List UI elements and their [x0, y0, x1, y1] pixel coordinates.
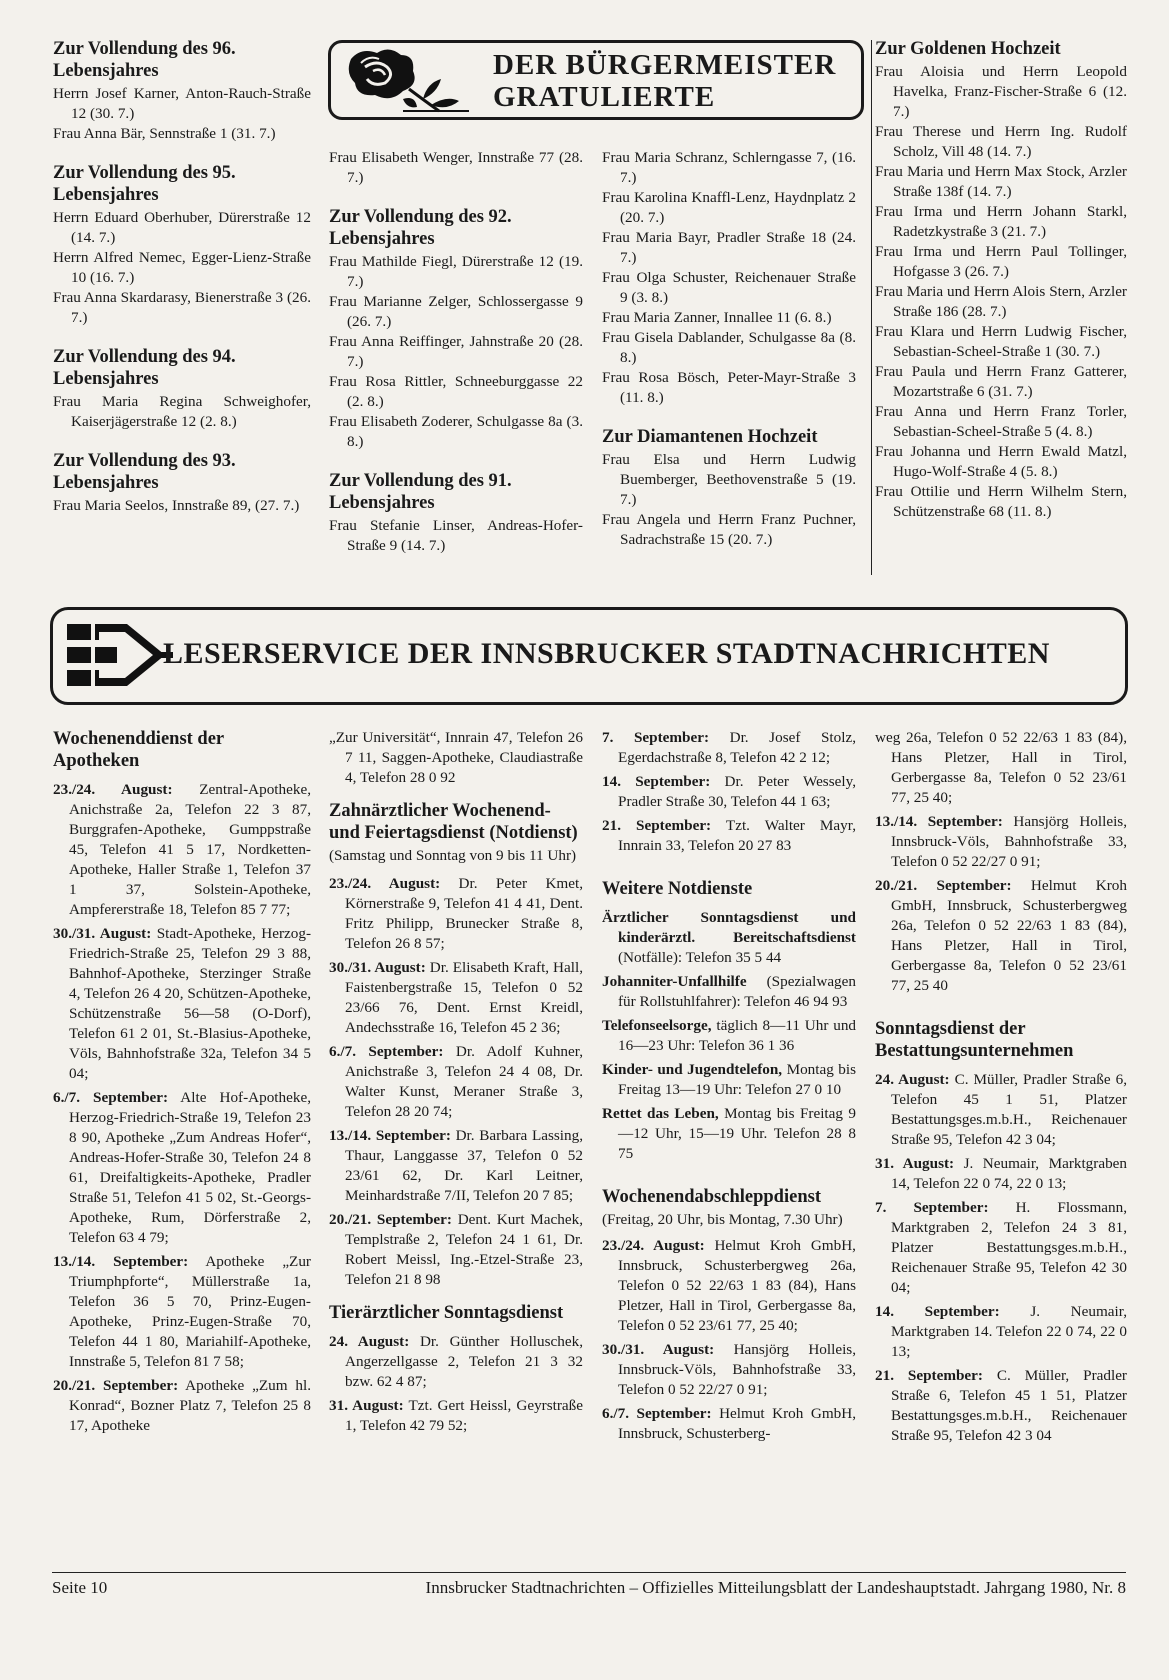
list-item: Frau Maria Zanner, Innallee 11 (6. 8.) [602, 309, 832, 326]
bottom-col-3 [602, 728, 856, 1448]
entry-text: C. Müller, Pradler Straße 6, Telefon 45 1 51, Platzer Bestattungsges.m.b.H., Reichenauer Straße 95, Telefon 42 3 04; [891, 1071, 1127, 1148]
list-item: Frau Johanna und Herrn Ewald Matzl, Hugo-Wolf-Straße 4 (5. 8.) [875, 443, 1127, 480]
list-item: Frau Maria Seelos, Innstraße 89, (27. 7.) [53, 497, 300, 514]
entry-text: täglich 8—11 Uhr und 16—23 Uhr: Telefon 36 1 36 [618, 1017, 857, 1054]
entry-text: Dr. Josef Stolz, Egerdachstraße 8, Telefon 42 2 12; [618, 729, 856, 766]
entry-text: Tzt. Gert Heissl, Geyrstraße 1, Telefon 42 79 52; [345, 1397, 583, 1434]
list-item [602, 1016, 856, 1056]
entry-date: 13./14. September: [875, 813, 1003, 830]
entry-text: Helmut Kroh GmbH, Innsbruck, Schusterberg- [618, 1405, 856, 1442]
list-item: Frau Aloisia und Herrn Leopold Havelka, Franz-Fischer-Straße 6 (12. 7.) [875, 63, 1127, 120]
list-item: Frau Ottilie und Herrn Wilhelm Stern, Schützenstraße 68 (11. 8.) [875, 483, 1127, 520]
entry-text: Dr. Peter Wessely, Pradler Straße 30, Telefon 44 1 63; [618, 773, 856, 810]
entry-date: 20./21. September: [875, 877, 1012, 894]
entry-date: Kinder- und Jugendtelefon, [602, 1061, 783, 1078]
entry-date: 7. September: [875, 1199, 989, 1216]
section-heading: Zahnärztlicher Wochenend- und Feiertagsdienst (Notdienst) [329, 801, 578, 843]
section-93 [53, 450, 311, 516]
entry-date: 24. August: [875, 1071, 950, 1088]
entry-date: Johanniter-Unfallhilfe [602, 973, 747, 990]
list-item [602, 1404, 856, 1444]
bottom-col-2 [329, 728, 583, 1440]
entry-date: Ärztlicher Sonntagsdienst und kinderärztl. Bereitschaftsdienst [602, 909, 856, 946]
section-note: (Freitag, 20 Uhr, bis Montag, 7.30 Uhr) [602, 1211, 843, 1228]
entry-text: Dr. Elisabeth Kraft, Hall, Faistenbergstraße 15, Telefon 0 52 23/66 76, Dent. Ernst Kreidl, Andechsstraße 16, Telefon 45 2 36; [345, 959, 583, 1036]
entry-date: 21. September: [602, 817, 712, 834]
entry-text: weg 26a, Telefon 0 52 22/63 1 83 (84), Hans Pletzer, Hall in Tirol, Gerbergasse 8a, Telefon 0 52 23/61 77, 25 40; [875, 729, 1127, 806]
list-item [602, 1060, 856, 1100]
list-item [329, 1210, 583, 1290]
entry-date: 14. September: [602, 773, 711, 790]
list-item [329, 1396, 583, 1436]
list-item [53, 1252, 311, 1372]
top-col-4 [875, 38, 1127, 522]
list-item: Frau Anna Bär, Sennstraße 1 (31. 7.) [53, 125, 276, 142]
list-item: Frau Irma und Herrn Johann Starkl, Radetzkystraße 3 (21. 7.) [875, 203, 1127, 240]
list-item: Frau Karolina Knaffl-Lenz, Haydnplatz 2 (20. 7.) [602, 189, 856, 226]
entry-text: J. Neumair, Marktgraben 14. Telefon 22 0 74, 22 0 13; [891, 1303, 1128, 1360]
list-item [875, 1070, 1127, 1150]
list-item: Frau Stefanie Linser, Andreas-Hofer-Straße 9 (14. 7.) [329, 517, 583, 554]
list-item: Frau Elisabeth Wenger, Innstraße 77 (28. 7.) [329, 149, 583, 186]
list-item: Frau Maria Bayr, Pradler Straße 18 (24. 7.) [602, 229, 856, 266]
list-item: Frau Anna Reiffinger, Jahnstraße 20 (28. 7.) [329, 333, 583, 370]
section-heading: Zur Goldenen Hochzeit [875, 39, 1061, 59]
list-item [875, 1366, 1127, 1446]
entry-date: 30./31. August: [53, 925, 152, 942]
section-95 [53, 162, 311, 328]
top-col-2 [329, 148, 583, 556]
section-heading: Zur Vollendung des 92. Lebensjahres [329, 207, 512, 249]
entry-text: Apotheke „Zur Triumphpforte“, Müllerstraße 1a, Telefon 36 5 70, Prinz-Eugen-Apotheke, Prinz-Eugen-Straße 70, Telefon 44 1 80, Mariahilf-Apotheke, Innstraße 5, Telefon 81 7 58; [69, 1253, 311, 1370]
entry-text: Dr. Günther Holluschek, Angerzellgasse 2, Telefon 21 3 32 bzw. 62 4 87; [345, 1333, 583, 1390]
section-heading: Wochenendabschleppdienst [602, 1187, 821, 1207]
list-item [875, 728, 1127, 808]
list-item: Frau Elisabeth Zoderer, Schulgasse 8a (3. 8.) [329, 413, 583, 450]
list-item [53, 1088, 311, 1248]
list-item [329, 1042, 583, 1122]
list-item: Frau Maria und Herrn Alois Stern, Arzler Straße 186 (28. 7.) [875, 283, 1127, 320]
list-item: Frau Mathilde Fiegl, Dürerstraße 12 (19. 7.) [329, 253, 583, 290]
list-item [602, 1340, 856, 1400]
rose-icon [343, 45, 473, 115]
section-heading: Zur Vollendung des 94. Lebensjahres [53, 347, 236, 389]
list-item: Herrn Josef Karner, Anton-Rauch-Straße 12 (30. 7.) [53, 85, 311, 122]
section-note: (Samstag und Sonntag von 9 bis 11 Uhr) [329, 847, 577, 864]
footer-text: Innsbrucker Stadtnachrichten – Offizielles Mitteilungsblatt der Landeshauptstadt. Jahrgang 1980, Nr. 8 [425, 1578, 1126, 1597]
list-item [53, 1376, 311, 1436]
entry-text: „Zur Universität“, Innrain 47, Telefon 26 7 11, Saggen-Apotheke, Claudiastraße 4, Telefon 28 0 92 [329, 729, 583, 786]
section-heading: Tierärztlicher Sonntagsdienst [329, 1303, 564, 1323]
mayor-banner-title-2: GRATULIERTE [493, 81, 716, 113]
list-item: Frau Anna Skardarasy, Bienerstraße 3 (26. 7.) [53, 289, 311, 326]
section-94 [53, 346, 311, 432]
entry-text: Dent. Kurt Machek, Templstraße 2, Telefon 24 1 61, Dr. Robert Meissl, Ing.-Etzel-Straße 23, Telefon 21 8 98 [345, 1211, 584, 1288]
list-item [875, 1154, 1127, 1194]
list-item [602, 1104, 856, 1164]
list-item [602, 772, 856, 812]
list-item [329, 874, 583, 954]
entry-text: Hansjörg Holleis, Innsbruck-Völs, Bahnhofstraße 33, Telefon 0 52 22/27 0 91; [891, 813, 1127, 870]
entry-date: 7. September: [602, 729, 710, 746]
list-item: Frau Klara und Herrn Ludwig Fischer, Sebastian-Scheel-Straße 1 (30. 7.) [875, 323, 1127, 360]
section-heading: Sonntagsdienst der Bestattungsunternehmen [875, 1019, 1074, 1061]
entry-text: Stadt-Apotheke, Herzog-Friedrich-Straße 25, Telefon 29 3 88, Bahnhof-Apotheke, Sterzinger Straße 4, Telefon 26 4 20, Schützen-Apotheke, Schützenstraße 56—58 (O-Dorf), Telefon 61 2 01, St.-Blasius-Apotheke, Völs, Bahnhofstraße 32a, Telefon 34 5 04; [69, 925, 312, 1082]
list-item: Herrn Eduard Oberhuber, Dürerstraße 12 (14. 7.) [53, 209, 311, 246]
entry-date: 31. August: [329, 1397, 404, 1414]
list-item: Frau Rosa Rittler, Schneeburggasse 22 (2. 8.) [329, 373, 583, 410]
entry-text: Helmut Kroh GmbH, Innsbruck, Schusterbergweg 26a, Telefon 0 52 22/63 1 83 (84), Hans Pletzer, Hall in Tirol, Gerbergasse 8a, Telefon 0 52 23/61 77, 25 40 [891, 877, 1127, 994]
footer-rule [52, 1572, 1126, 1573]
mayor-banner [328, 40, 864, 120]
list-item: Frau Maria Schranz, Schlerngasse 7, (16. 7.) [602, 149, 856, 186]
list-item: Frau Maria Regina Schweighofer, Kaiserjägerstraße 12 (2. 8.) [53, 393, 311, 430]
page-number: Seite 10 [52, 1578, 108, 1597]
bottom-col-4 [875, 728, 1127, 1450]
list-item [602, 816, 856, 856]
entry-text: Dr. Peter Kmet, Körnerstraße 9, Telefon 41 4 41, Dent. Fritz Philipp, Brunecker Straße 8, Telefon 26 8 57; [345, 875, 583, 952]
list-item [602, 1236, 856, 1336]
entry-date: 23./24. August: [53, 781, 173, 798]
list-item: Frau Therese und Herrn Ing. Rudolf Scholz, Vill 48 (14. 7.) [875, 123, 1127, 160]
section-96 [53, 38, 311, 144]
entry-date: 23./24. August: [329, 875, 441, 892]
entry-date: 23./24. August: [602, 1237, 705, 1254]
entry-text: H. Flossmann, Marktgraben 2, Telefon 24 3 81, Platzer Bestattungsges.m.b.H., Reichenauer Straße 95, Telefon 42 30 04; [891, 1199, 1127, 1296]
list-item: Frau Elsa und Herrn Ludwig Buemberger, Beethovenstraße 5 (19. 7.) [602, 451, 856, 508]
entry-date: 30./31. August: [602, 1341, 715, 1358]
entry-text: Dr. Barbara Lassing, Thaur, Langgasse 37, Telefon 0 52 23/61 62, Dr. Karl Leitner, Meinhardstraße 7/II, Telefon 20 7 85; [345, 1127, 584, 1204]
list-item [875, 1302, 1127, 1362]
list-item: Frau Maria und Herrn Max Stock, Arzler Straße 138f (14. 7.) [875, 163, 1127, 200]
entry-text: Montag bis Freitag 9—12 Uhr, 15—19 Uhr. Telefon 28 8 75 [618, 1105, 856, 1162]
list-item: Frau Irma und Herrn Paul Tollinger, Hofgasse 3 (26. 7.) [875, 243, 1127, 280]
list-item: Frau Angela und Herrn Franz Puchner, Sadrachstraße 15 (20. 7.) [602, 511, 856, 548]
entry-date: 31. August: [875, 1155, 955, 1172]
list-item [53, 780, 311, 920]
entry-text: J. Neumair, Marktgraben 14, Telefon 22 0 74, 22 0 13; [891, 1155, 1128, 1192]
list-item: Frau Anna und Herrn Franz Torler, Sebastian-Scheel-Straße 5 (4. 8.) [875, 403, 1127, 440]
top-col-3 [602, 148, 856, 550]
list-item [329, 728, 583, 788]
list-item [875, 812, 1127, 872]
list-item [875, 876, 1127, 996]
list-item [53, 924, 311, 1084]
section-heading: Zur Vollendung des 96. Lebensjahres [53, 39, 236, 81]
entry-text: Montag bis Freitag 13—19 Uhr: Telefon 27 0 10 [618, 1061, 856, 1098]
entry-date: 13./14. September: [329, 1127, 451, 1144]
entry-date: 30./31. August: [329, 959, 426, 976]
entry-date: 24. August: [329, 1333, 410, 1350]
section-heading: Zur Vollendung des 91. Lebensjahres [329, 471, 512, 513]
list-item: Frau Gisela Dablander, Schulgasse 8a (8. 8.) [602, 329, 856, 366]
entry-text: (Notfälle): Telefon 35 5 44 [618, 949, 782, 966]
entry-date: 20./21. September: [329, 1211, 452, 1228]
list-item: Herrn Alfred Nemec, Egger-Lienz-Straße 10 (16. 7.) [53, 249, 311, 286]
entry-date: 6./7. September: [53, 1089, 169, 1106]
mayor-banner-title-1: DER BÜRGERMEISTER [493, 49, 837, 81]
list-item [602, 972, 856, 1012]
entry-date: 14. September: [875, 1303, 1000, 1320]
list-item [875, 1198, 1127, 1298]
list-item: Frau Marianne Zelger, Schlossergasse 9 (26. 7.) [329, 293, 583, 330]
bottom-col-1 [53, 728, 311, 1440]
list-item: Frau Olga Schuster, Reichenauer Straße 9 (3. 8.) [602, 269, 856, 306]
list-item [602, 728, 856, 768]
entry-date: 13./14. September: [53, 1253, 189, 1270]
entry-text: Helmut Kroh GmbH, Innsbruck, Schusterbergweg 26a, Telefon 0 52 22/63 1 83 (84), Hans Pletzer, Hall in Tirol, Gerbergasse 8a, Telefon 0 52 23/61 77, 25 40; [618, 1237, 856, 1334]
entry-text: C. Müller, Pradler Straße 6, Telefon 45 1 51, Platzer Bestattungsges.m.b.H., Reichenauer Straße 95, Telefon 42 3 04 [891, 1367, 1127, 1444]
entry-date: 6./7. September: [329, 1043, 444, 1060]
entry-text: Hansjörg Holleis, Innsbruck-Völs, Bahnhofstraße 33, Telefon 0 52 22/27 0 91; [618, 1341, 856, 1398]
section-heading: Zur Diamantenen Hochzeit [602, 427, 818, 447]
list-item [329, 1126, 583, 1206]
pencil-icon [65, 620, 175, 690]
entry-text: Tzt. Walter Mayr, Innrain 33, Telefon 20 27 83 [618, 817, 856, 854]
section-heading: Zur Vollendung des 95. Lebensjahres [53, 163, 236, 205]
list-item: Frau Paula und Herrn Franz Gatterer, Mozartstraße 6 (31. 7.) [875, 363, 1127, 400]
entry-text: Alte Hof-Apotheke, Herzog-Friedrich-Straße 19, Telefon 23 8 90, Apotheke „Zum Andreas Hofer“, Andreas-Hofer-Straße 30, Telefon 24 8 61, Dreifaltigkeits-Apotheke, Pradler Straße 51, Telefon 41 5 02, St.-Georgs-Apotheke, Rum, Dörferstraße 2, Telefon 63 4 79; [69, 1089, 311, 1246]
column-rule [871, 40, 872, 575]
list-item: Frau Rosa Bösch, Peter-Mayr-Straße 3 (11. 8.) [602, 369, 856, 406]
entry-date: Telefonseelsorge, [602, 1017, 712, 1034]
entry-date: 20./21. September: [53, 1377, 179, 1394]
entry-date: 21. September: [875, 1367, 983, 1384]
entry-text: Apotheke „Zum hl. Konrad“, Bozner Platz 7, Telefon 25 8 17, Apotheke [69, 1377, 311, 1434]
top-col-1 [53, 38, 311, 516]
section-heading: Weitere Notdienste [602, 879, 753, 899]
list-item [602, 908, 856, 968]
entry-text: Dr. Adolf Kuhner, Anichstraße 3, Telefon 24 4 08, Dr. Walter Kunst, Meraner Straße 3, Telefon 28 20 74; [345, 1043, 584, 1120]
list-item [329, 958, 583, 1038]
list-item [329, 1332, 583, 1392]
entry-text: Zentral-Apotheke, Anichstraße 2a, Telefon 22 3 87, Burggrafen-Apotheke, Gumppstraße 45, Telefon 41 5 17, Nordketten-Apotheke, Haller Straße 1, Telefon 37 1 37, Solstein-Apotheke, Ampfererstraße 18, Telefon 85 7 77; [69, 781, 311, 918]
section-heading: Zur Vollendung des 93. Lebensjahres [53, 451, 236, 493]
entry-date: Rettet das Leben, [602, 1105, 719, 1122]
leserservice-banner [50, 607, 1128, 705]
leserservice-title: LESERSERVICE DER INNSBRUCKER STADTNACHRICHTEN [163, 637, 1050, 670]
entry-text: (Spezialwagen für Rollstuhlfahrer): Telefon 46 94 93 [618, 973, 856, 1010]
section-heading: Wochenenddienst der Apotheken [53, 729, 224, 771]
entry-date: 6./7. September: [602, 1405, 712, 1422]
